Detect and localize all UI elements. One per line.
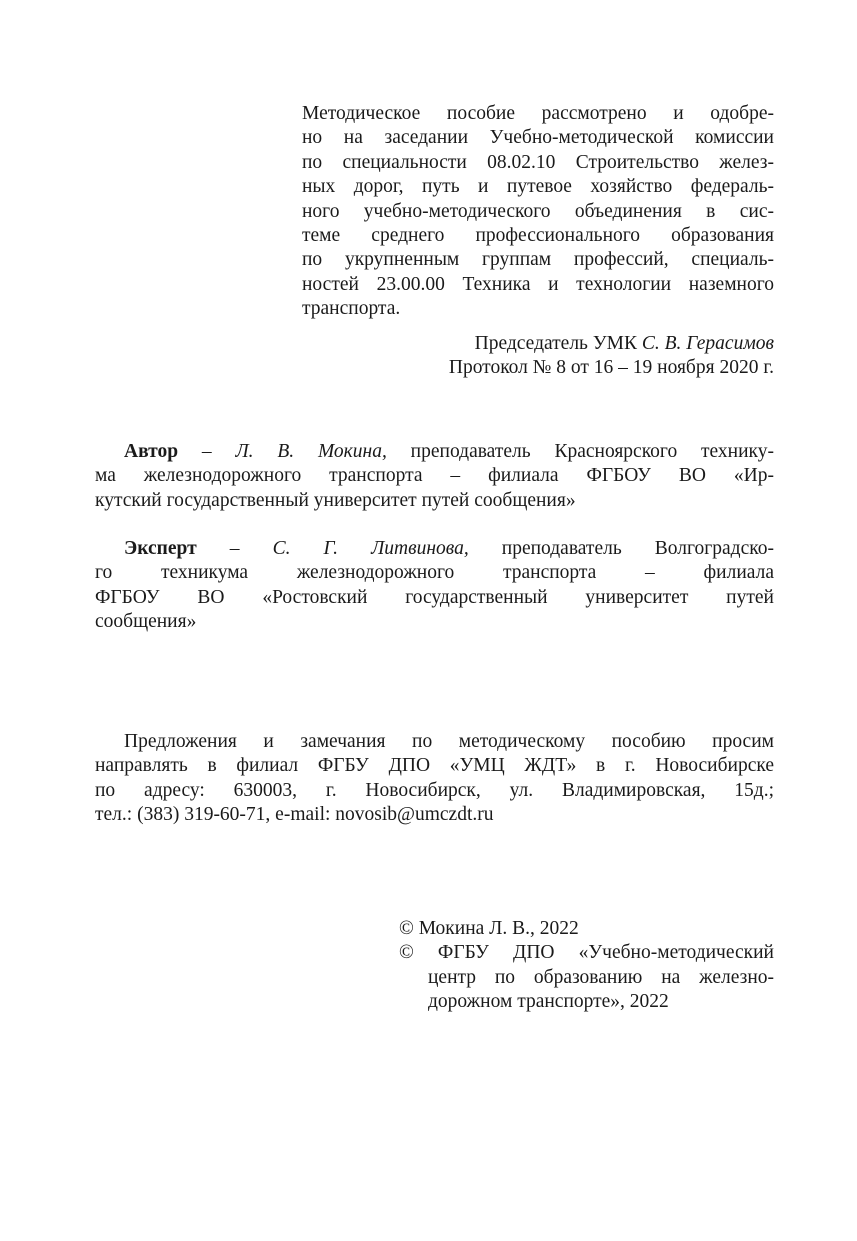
approval-line: но на заседании Учебно-методической комиссии bbox=[302, 127, 774, 149]
author-line: ма железнодорожного транспорта – филиала ФГБОУ ВО «Ир- bbox=[95, 465, 774, 487]
copyright-line: дорожном транспорте», 2022 bbox=[428, 991, 669, 1013]
copyright-line: © Мокина Л. В., 2022 bbox=[399, 918, 579, 939]
copyright-block bbox=[399, 917, 774, 1015]
suggestions-line: направлять в филиал ФГБУ ДПО «УМЦ ЖДТ» в г. Новосибирске bbox=[95, 755, 774, 777]
suggestions-line: по адресу: 630003, г. Новосибирск, ул. Владимировская, 15д.; bbox=[95, 779, 774, 801]
author-line bbox=[124, 440, 774, 464]
approval-line: по специальности 08.02.10 Строительство желез- bbox=[302, 151, 774, 173]
chair-line bbox=[302, 332, 774, 356]
expert-label: Эксперт bbox=[124, 538, 197, 559]
approval-signature bbox=[302, 332, 774, 381]
expert-name: С. Г. Литвинова, bbox=[272, 538, 469, 559]
expert-dash: – bbox=[196, 538, 273, 559]
author-name: Л. В. Мокина, bbox=[235, 441, 387, 462]
suggestions-line: тел.: (383) 319-60-71, e-mail: novosib@umczdt.ru bbox=[95, 804, 494, 826]
author-dash: – bbox=[178, 441, 236, 462]
approval-line: ных дорог, путь и путевое хозяйство федераль- bbox=[302, 176, 774, 198]
author-line: кутский государственный университет путей сообщения» bbox=[95, 489, 576, 511]
copyright-line: © ФГБУ ДПО «Учебно-методический bbox=[399, 942, 774, 964]
approval-line: Методическое пособие рассмотрено и одобре- bbox=[302, 103, 774, 124]
approval-paragraph bbox=[302, 102, 774, 322]
author-text: преподаватель Красноярского технику- bbox=[386, 441, 774, 462]
approval-line: ностей 23.00.00 Техника и технологии наземного bbox=[302, 273, 774, 295]
approval-line: теме среднего профессионального образования bbox=[302, 224, 774, 246]
approval-line: по укрупненным группам профессий, специаль- bbox=[302, 249, 774, 271]
chair-name: С. В. Герасимов bbox=[641, 333, 774, 354]
suggestions-paragraph bbox=[95, 730, 774, 828]
expert-paragraph bbox=[95, 537, 774, 635]
approval-line: ного учебно-методического объединения в сис- bbox=[302, 200, 774, 222]
approval-line: транспорта. bbox=[302, 298, 401, 320]
chair-prefix: Председатель УМК bbox=[474, 333, 642, 354]
copyright-line: центр по образованию на железно- bbox=[428, 966, 774, 988]
suggestions-line: Предложения и замечания по методическому пособию просим bbox=[124, 731, 774, 752]
expert-line bbox=[124, 537, 774, 561]
expert-line: сообщения» bbox=[95, 611, 197, 633]
protocol-line: Протокол № 8 от 16 – 19 ноября 2020 г. bbox=[448, 357, 774, 379]
expert-text: преподаватель Волгоградско- bbox=[468, 538, 774, 559]
expert-line: го техникума железнодорожного транспорта – филиала bbox=[95, 562, 774, 584]
expert-line: ФГБОУ ВО «Ростовский государственный университет путей bbox=[95, 586, 774, 608]
author-paragraph bbox=[95, 440, 774, 513]
author-label: Автор bbox=[124, 441, 179, 462]
